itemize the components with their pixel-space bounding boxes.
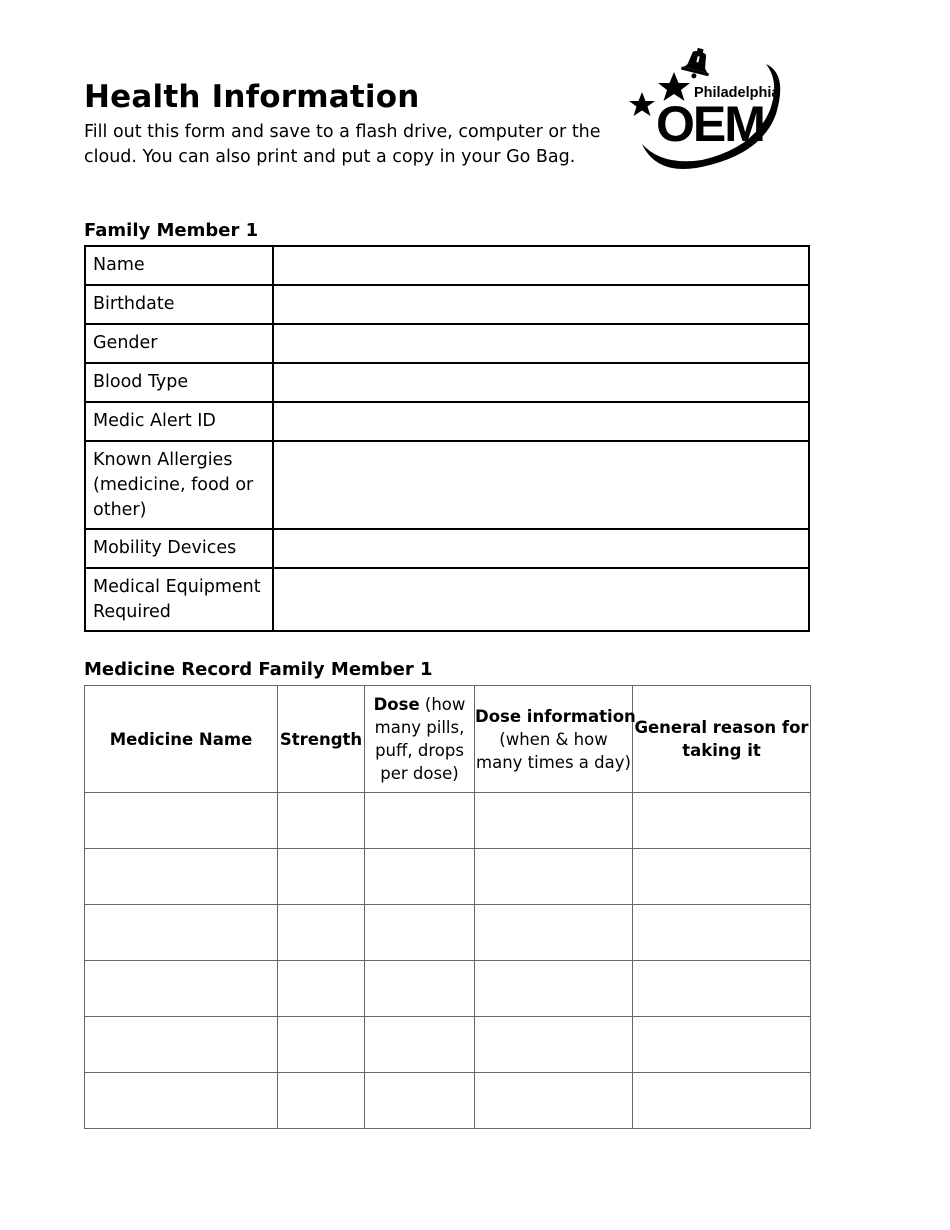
table-row [85,849,811,905]
medic-alert-id-field[interactable] [273,402,809,441]
philadelphia-oem-logo [626,44,792,176]
name-field[interactable] [273,246,809,285]
logo-top-text: Philadelphia [694,85,780,101]
dose-information-cell[interactable] [475,793,633,849]
logo-main-text: OEM [656,96,764,152]
column-header-strength: Strength [278,686,365,793]
column-header-general-reason: General reason for taking it [633,686,811,793]
intro-line: cloud. You can also print and put a copy in your Go Bag. [84,147,576,167]
table-row [85,402,809,441]
table-row [85,961,811,1017]
medicine-name-cell[interactable] [85,1017,278,1073]
table-row [85,1017,811,1073]
dose-cell[interactable] [365,961,475,1017]
dose-cell[interactable] [365,1073,475,1129]
medicine-name-cell[interactable] [85,905,278,961]
field-label: Mobility Devices [85,529,273,568]
dose-information-cell[interactable] [475,905,633,961]
column-header-medicine-name: Medicine Name [85,686,278,793]
table-row [85,1073,811,1129]
medicine-name-cell[interactable] [85,793,278,849]
general-reason-cell[interactable] [633,961,811,1017]
dose-cell[interactable] [365,1017,475,1073]
family-member-heading: Family Member 1 [84,220,259,241]
table-row [85,363,809,402]
strength-cell[interactable] [278,849,365,905]
field-label: Name [85,246,273,285]
table-row [85,285,809,324]
general-reason-cell[interactable] [633,905,811,961]
general-reason-cell[interactable] [633,1017,811,1073]
dose-information-cell[interactable] [475,1073,633,1129]
table-header-row [85,686,811,793]
field-label: Gender [85,324,273,363]
table-row [85,441,809,529]
medical-equipment-field[interactable] [273,568,809,631]
table-row [85,324,809,363]
table-row [85,529,809,568]
dose-information-cell[interactable] [475,1017,633,1073]
strength-cell[interactable] [278,793,365,849]
strength-cell[interactable] [278,1073,365,1129]
field-label: Known Allergies (medicine, food or other) [85,441,273,529]
medicine-name-cell[interactable] [85,849,278,905]
dose-information-cell[interactable] [475,849,633,905]
field-label: Medical Equipment Required [85,568,273,631]
gender-field[interactable] [273,324,809,363]
medicine-name-cell[interactable] [85,961,278,1017]
mobility-devices-field[interactable] [273,529,809,568]
general-reason-cell[interactable] [633,793,811,849]
dose-cell[interactable] [365,849,475,905]
field-label: Blood Type [85,363,273,402]
table-row [85,793,811,849]
table-row [85,568,809,631]
dose-cell[interactable] [365,793,475,849]
column-header-dose-information: Dose information (when & how many times a day) [475,686,633,793]
dose-cell[interactable] [365,905,475,961]
general-reason-cell[interactable] [633,849,811,905]
general-reason-cell[interactable] [633,1073,811,1129]
liberty-bell-icon [680,45,715,81]
intro-line: Fill out this form and save to a flash drive, computer or the [84,122,601,142]
field-label: Medic Alert ID [85,402,273,441]
star-icon [629,92,655,116]
intro-text [84,120,604,170]
medicine-record-heading: Medicine Record Family Member 1 [84,659,433,680]
column-header-dose: Dose (how many pills, puff, drops per dose) [365,686,475,793]
medicine-record-table [84,685,811,1129]
table-row [85,246,809,285]
blood-type-field[interactable] [273,363,809,402]
strength-cell[interactable] [278,1017,365,1073]
dose-information-cell[interactable] [475,961,633,1017]
page-title: Health Information [84,79,420,115]
medicine-name-cell[interactable] [85,1073,278,1129]
birthdate-field[interactable] [273,285,809,324]
field-label: Birthdate [85,285,273,324]
family-member-table [84,245,810,632]
table-row [85,905,811,961]
strength-cell[interactable] [278,961,365,1017]
known-allergies-field[interactable] [273,441,809,529]
strength-cell[interactable] [278,905,365,961]
